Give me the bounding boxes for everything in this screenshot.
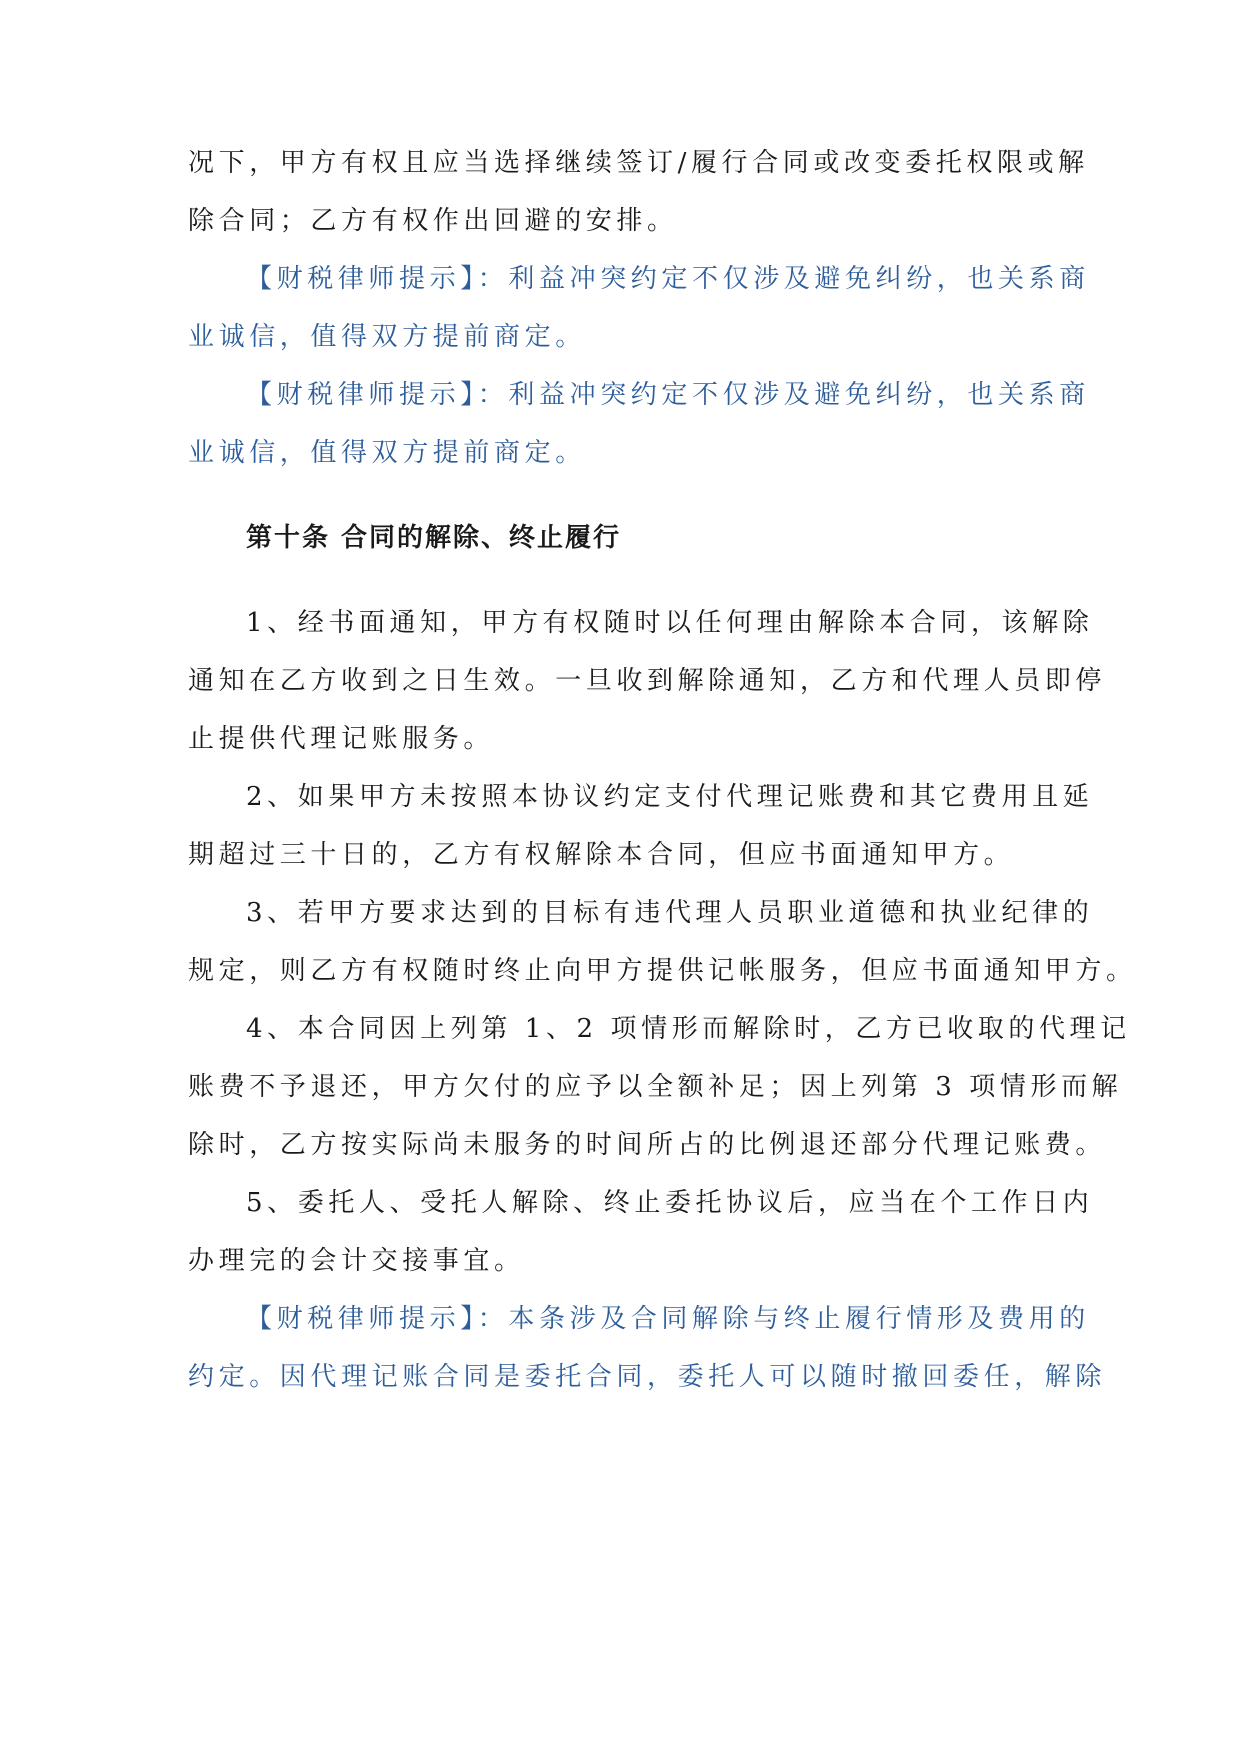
clause-line: 规定，则乙方有权随时终止向甲方提供记帐服务，但应书面通知甲方。 [188,956,1137,986]
clause-line: 1、经书面通知，甲方有权随时以任何理由解除本合同，该解除 [246,608,1094,638]
lawyer-tip-line: 业诚信，值得双方提前商定。 [188,322,586,352]
paragraph-line: 除合同；乙方有权作出回避的安排。 [188,206,678,236]
lawyer-tip-line: 【财税律师提示】：本条涉及合同解除与终止履行情形及费用的 [246,1304,1090,1334]
lawyer-tip-line: 【财税律师提示】：利益冲突约定不仅涉及避免纠纷，也关系商 [246,264,1090,294]
clause-line: 3、若甲方要求达到的目标有违代理人员职业道德和执业纪律的 [246,898,1094,928]
clause-line: 办理完的会计交接事宜。 [188,1246,525,1276]
lawyer-tip-line: 约定。因代理记账合同是委托合同，委托人可以随时撤回委任，解除 [188,1362,1107,1392]
section-heading: 第十条 合同的解除、终止履行 [246,523,622,553]
clause-line: 期超过三十日的，乙方有权解除本合同，但应书面通知甲方。 [188,840,1015,870]
clause-line: 5、委托人、受托人解除、终止委托协议后，应当在个工作日内 [246,1188,1094,1218]
clause-line: 2、如果甲方未按照本协议约定支付代理记账费和其它费用且延 [246,782,1094,812]
clause-line: 账费不予退还，甲方欠付的应予以全额补足；因上列第 3 项情形而解 [188,1072,1123,1102]
clause-line: 止提供代理记账服务。 [188,724,495,754]
paragraph-line: 况下，甲方有权且应当选择继续签订/履行合同或改变委托权限或解 [188,148,1089,178]
clause-line: 除时，乙方按实际尚未服务的时间所占的比例退还部分代理记账费。 [188,1130,1107,1160]
clause-line: 通知在乙方收到之日生效。一旦收到解除通知，乙方和代理人员即停 [188,666,1107,696]
lawyer-tip-line: 业诚信，值得双方提前商定。 [188,438,586,468]
lawyer-tip-line: 【财税律师提示】：利益冲突约定不仅涉及避免纠纷，也关系商 [246,380,1090,410]
clause-line: 4、本合同因上列第 1、2 项情形而解除时，乙方已收取的代理记 [246,1014,1131,1044]
